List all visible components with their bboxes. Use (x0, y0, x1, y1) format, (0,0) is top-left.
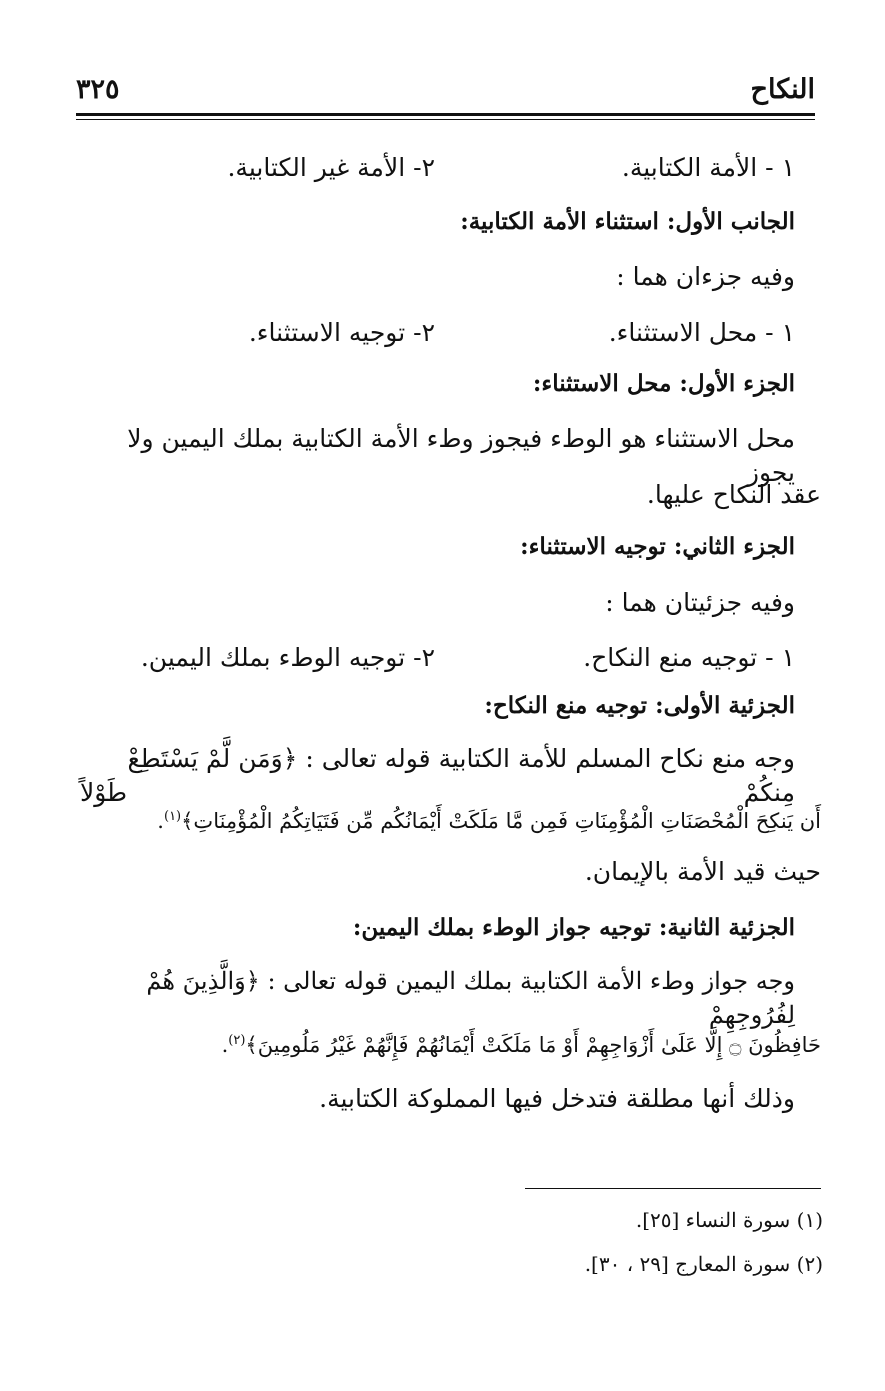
paragraph-line: حيث قيد الأمة بالإيمان. (584, 857, 821, 886)
paragraph-line: وفيه جزئيتان هما : (605, 588, 795, 617)
quran-verse: حَافِظُونَ ۝ إِلَّا عَلَىٰ أَزْوَاجِهِمْ أَوْ مَا مَلَكَتْ أَيْمَانُهُمْ فَإِنَّهُمْ غَيْرُ مَلُومِينَ﴾ (245, 1033, 821, 1057)
footnote-2: (٢) سورة المعارج [٢٩ ، ٣٠]. (584, 1252, 823, 1276)
list-item: ١ - توجيه منع النكاح. (583, 643, 795, 672)
chapter-title: النكاح (750, 74, 815, 105)
subsection-heading: الجزئية الأولى: توجيه منع النكاح: (484, 692, 795, 719)
paragraph-line: وجه منع نكاح المسلم للأمة الكتابية قوله تعالى : ﴿وَمَن لَّمْ يَسْتَطِعْ مِنكُمْ طَوْلاً (80, 744, 795, 807)
list-item: ٢- توجيه الاستثناء. (248, 318, 435, 347)
subsection-heading: الجزئية الثانية: توجيه جواز الوطء بملك اليمين: (352, 914, 795, 941)
quran-verse: أَن يَنكِحَ الْمُحْصَنَاتِ الْمُؤْمِنَاتِ فَمِن مَّا مَلَكَتْ أَيْمَانُكُم مِّن فَتَيَاتِكُمُ الْمُؤْمِنَاتِ﴾ (181, 809, 821, 833)
list-item: ٢- الأمة غير الكتابية. (227, 153, 435, 182)
header-rule-thin (76, 119, 815, 120)
paragraph-line: محل الاستثناء هو الوطء فيجوز وطء الأمة الكتابية بملك اليمين ولا يجوز (127, 424, 795, 487)
paragraph-line: عقد النكاح عليها. (646, 480, 821, 509)
subsection-heading: الجزء الثاني: توجيه الاستثناء: (520, 533, 795, 560)
quran-verse-line (80, 800, 821, 838)
paragraph-line: وذلك أنها مطلقة فتدخل فيها المملوكة الكتابية. (319, 1084, 795, 1113)
footnote-ref: (٢) (228, 1033, 246, 1048)
page-number: ٣٢٥ (76, 74, 120, 105)
footnote-separator (525, 1188, 821, 1189)
running-header (76, 74, 815, 110)
list-item: ١ - محل الاستثناء. (608, 318, 795, 347)
paragraph-line: وفيه جزءان هما : (616, 262, 795, 291)
punctuation: . (221, 1033, 229, 1057)
list-item: ١ - الأمة الكتابية. (621, 153, 795, 182)
quran-verse-line (80, 1024, 821, 1062)
footnote-ref: (١) (163, 809, 182, 824)
punctuation: . (157, 809, 164, 833)
header-rule-thick (76, 113, 815, 116)
section-heading: الجانب الأول: استثناء الأمة الكتابية: (460, 208, 795, 235)
paragraph-line: وجه جواز وطء الأمة الكتابية بملك اليمين قوله تعالى : ﴿وَالَّذِينَ هُمْ لِفُرُوجِهِمْ (146, 967, 795, 1029)
list-item: ٢- توجيه الوطء بملك اليمين. (140, 643, 435, 672)
subsection-heading: الجزء الأول: محل الاستثناء: (532, 370, 795, 397)
footnote-1: (١) سورة النساء [٢٥]. (635, 1208, 823, 1232)
